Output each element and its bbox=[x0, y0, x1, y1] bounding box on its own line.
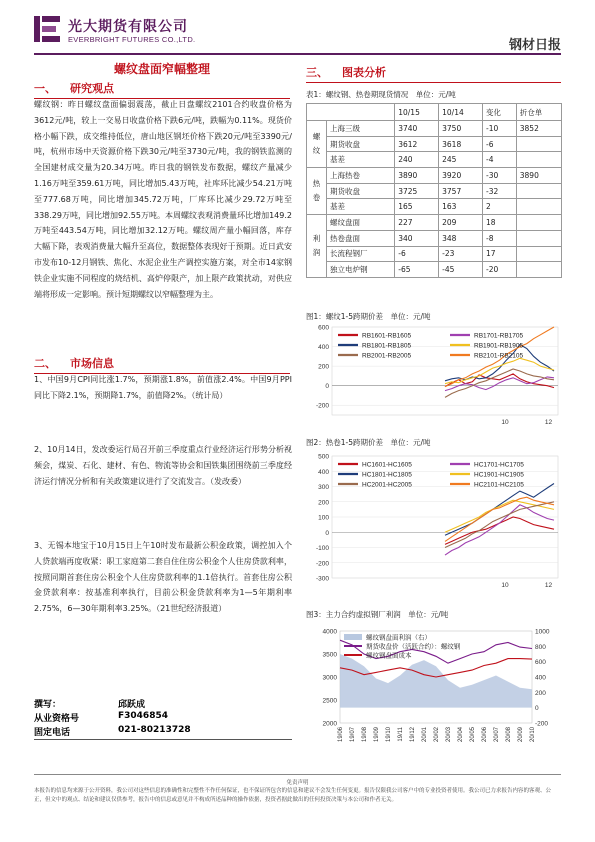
y-tick-label-right: -200 bbox=[535, 720, 549, 728]
table-cell: 3920 bbox=[439, 168, 483, 184]
table-cell: -4 bbox=[483, 152, 517, 168]
table-cell: 2 bbox=[483, 199, 517, 215]
x-tick-label: 12 bbox=[544, 419, 553, 426]
table-cell: -6 bbox=[483, 136, 517, 152]
signature-writer bbox=[34, 697, 146, 710]
y-tick-label: -100 bbox=[315, 545, 329, 552]
chart1-svg bbox=[306, 323, 562, 427]
y-tick-label-right: 200 bbox=[535, 689, 546, 697]
table-cell: 163 bbox=[439, 199, 483, 215]
table-cell: 3852 bbox=[516, 121, 561, 137]
legend-label: HC1601-HC1605 bbox=[362, 461, 412, 469]
brand-name-en: EVERBRIGHT FUTURES CO.,LTD. bbox=[68, 35, 196, 44]
research-paragraph: 螺纹钢：昨日螺纹盘面偏弱震荡，截止日盘螺纹2101合约收盘价格为3612元/吨，较上一交易日收盘价格下跌6元/吨，跌幅为0.11%。现货价格小幅下跌，成交维持低位，唐山地区钢坯价格下跌20元/吨至3390元/吨，杭州市场中天资源价格下跌30元/吨至3730元/吨，我的钢铁监测的全国建材成交量为20.34万吨。昨日我的钢铁发布数据，螺纹产量减少1.16万吨至359.61万吨，同比增加5.43万吨，社库环比减少54.21万吨至777.68万吨，同比增加345.72万吨，厂库环比减少29.72万吨至338.29万吨，同比增加92.55万吨。本周螺纹表观消费量环比增加149.2万吨至443.54万吨，同比增加32.12万吨。螺纹周产量小幅回落，库存大幅下降，表观消费量大幅升至高位，数据整体表现好于预期。近日武安市发布10-12月钢铁、焦化、水泥企业生产调控实施方案，对全市14家钢铁企业实施不同程度的烧结机、高炉停限产，加上限产政策扰动，对供应端将形成一定影响。预计短期螺纹以窄幅整理为主。 bbox=[34, 100, 292, 299]
y-tick-label: -200 bbox=[315, 560, 329, 568]
y-tick-label-left: 3000 bbox=[322, 674, 337, 682]
spot-futures-table bbox=[306, 103, 562, 278]
table-row bbox=[307, 246, 562, 262]
legend-label: HC2101-HC2105 bbox=[474, 481, 524, 489]
table-row bbox=[307, 230, 562, 246]
table-cell: -65 bbox=[395, 262, 439, 278]
table-cell: 18 bbox=[483, 215, 517, 231]
table-row bbox=[307, 183, 562, 199]
x-tick-label: 20/10 bbox=[530, 727, 536, 743]
company-logo bbox=[34, 14, 62, 44]
table-cell: -8 bbox=[483, 230, 517, 246]
table-header-cell: 变化 bbox=[483, 104, 517, 121]
table-cell: 3757 bbox=[439, 183, 483, 199]
table-cell: 3890 bbox=[395, 168, 439, 184]
chart2-caption: 图2：热卷1-5跨期价差 单位：元/吨 bbox=[306, 438, 431, 447]
chart2-svg bbox=[306, 452, 562, 590]
table-header-cell: 折仓单 bbox=[516, 104, 561, 121]
table-cell bbox=[516, 183, 561, 199]
table-cell bbox=[516, 152, 561, 168]
x-tick-label: 19/06 bbox=[338, 727, 344, 743]
x-tick-label: 12 bbox=[544, 582, 553, 589]
chart2 bbox=[306, 452, 562, 590]
table-cell: 3618 bbox=[439, 136, 483, 152]
signature-label: 从业资格号 bbox=[34, 714, 80, 724]
table-cell bbox=[516, 230, 561, 246]
chart1-caption: 图1：螺纹1-5跨期价差 单位：元/吨 bbox=[306, 312, 431, 321]
header-rule bbox=[34, 53, 561, 55]
table-cell: 245 bbox=[439, 152, 483, 168]
table-row bbox=[307, 121, 562, 137]
section-number: 二、 bbox=[34, 357, 56, 370]
legend-label: RB2001-RB2005 bbox=[362, 352, 412, 360]
chart3-svg bbox=[306, 627, 562, 767]
x-tick-label: 20/06 bbox=[482, 727, 488, 743]
signature-value: 021-80213728 bbox=[118, 725, 191, 735]
table-cell: -30 bbox=[483, 168, 517, 184]
signature-label: 撰写： bbox=[34, 700, 62, 710]
y-tick-label: 400 bbox=[318, 468, 329, 476]
table-cell bbox=[516, 246, 561, 262]
table-cell: -45 bbox=[439, 262, 483, 278]
y-tick-label-right: 1000 bbox=[535, 628, 550, 636]
section-charts-title bbox=[306, 64, 561, 83]
x-tick-label: 10 bbox=[501, 582, 509, 589]
table-cell: 340 bbox=[395, 230, 439, 246]
legend-label: RB2101-RB2105 bbox=[474, 352, 524, 360]
legend-label: RB1601-RB1605 bbox=[362, 332, 412, 340]
x-tick-label: 19/10 bbox=[386, 727, 392, 743]
table-header-cell bbox=[307, 104, 395, 121]
x-tick-label: 10 bbox=[501, 419, 509, 426]
disclaimer-text: 本报告的信息均来源于公开资料，我公司对这些信息的准确性和完整性不作任何保证，也不保证所包含的信息和建议不会发生任何变更。报告仅限我公司客户中的专业投资者使用。我公司已力求报告内容的客观、公正，但文中的观点、结论和建议仅供参考，报告中的信息或意见并不构成所述品种的操作依据，投资者据此做出的任何投资决策与本公司和作者无关。 bbox=[34, 788, 552, 803]
table-cell: 基差 bbox=[327, 152, 395, 168]
y-tick-label-left: 2000 bbox=[322, 720, 337, 728]
chart3-caption: 图3：主力合约虚拟钢厂利润 单位：元/吨 bbox=[306, 610, 449, 619]
table-cell: 3612 bbox=[395, 136, 439, 152]
table-cell: 长流程钢厂 bbox=[327, 246, 395, 262]
signature-cert bbox=[34, 711, 168, 724]
legend-label: 螺纹钢盘面成本 bbox=[366, 652, 412, 660]
table-cell: 17 bbox=[483, 246, 517, 262]
footer-rule bbox=[34, 774, 561, 775]
y-tick-label-left: 2500 bbox=[322, 697, 337, 705]
x-tick-label: 20/01 bbox=[422, 727, 428, 743]
table-cell: -23 bbox=[439, 246, 483, 262]
table-group-cell: 螺 纹 bbox=[307, 121, 327, 168]
legend-label: HC1901-HC1905 bbox=[474, 471, 524, 479]
legend-label: RB1801-RB1805 bbox=[362, 342, 412, 350]
table-row bbox=[307, 136, 562, 152]
table-cell: 3750 bbox=[439, 121, 483, 137]
table-cell bbox=[516, 136, 561, 152]
table-cell: 3725 bbox=[395, 183, 439, 199]
table-header-cell: 10/14 bbox=[439, 104, 483, 121]
table1-caption: 表1：螺纹钢、热卷期现货情况 单位：元/吨 bbox=[306, 90, 456, 99]
section-label: 市场信息 bbox=[70, 357, 114, 370]
y-tick-label: -200 bbox=[315, 402, 329, 410]
y-tick-label-right: 800 bbox=[535, 643, 546, 651]
market-info-3: 3、无锡本地宝于10月15日上午10时发布最新公积金政策，调控加入个人贷款端再度收紧：职工家庭第二套自住住房公积金个人住房贷款利率，按照同期首套住房公积金个人住房贷款利率的1.1倍执行。首套住房公积金贷款利率：按基准利率执行，目前公积金贷款利率为1—5年期利率2.75%，6—30年期利率3.25%。（21世纪经济报道） bbox=[34, 541, 292, 614]
x-tick-label: 20/08 bbox=[506, 727, 512, 743]
y-tick-label: 0 bbox=[325, 383, 329, 391]
table-cell: 165 bbox=[395, 199, 439, 215]
table-cell: 209 bbox=[439, 215, 483, 231]
table-cell: 348 bbox=[439, 230, 483, 246]
section-number: 三、 bbox=[306, 66, 328, 79]
legend-label: 期货收盘价（活跃合约）：螺纹钢 bbox=[366, 643, 461, 651]
y-tick-label: 200 bbox=[318, 499, 329, 507]
plot-area bbox=[332, 327, 558, 415]
signature-phone bbox=[34, 725, 191, 738]
brand-name-cn: 光大期货有限公司 bbox=[68, 19, 188, 35]
table-header-cell: 10/15 bbox=[395, 104, 439, 121]
y-tick-label: 600 bbox=[318, 324, 329, 332]
x-tick-label: 20/05 bbox=[470, 727, 476, 743]
x-tick-label: 20/03 bbox=[446, 727, 452, 743]
table-row bbox=[307, 152, 562, 168]
table-cell: 上海三级 bbox=[327, 121, 395, 137]
x-tick-label: 19/07 bbox=[350, 727, 356, 743]
table-cell: 热卷盘面 bbox=[327, 230, 395, 246]
table-cell: 期货收盘 bbox=[327, 183, 395, 199]
legend-label: HC1801-HC1805 bbox=[362, 471, 412, 479]
legend-label: HC2001-HC2005 bbox=[362, 481, 412, 489]
table-cell: -20 bbox=[483, 262, 517, 278]
table-cell: 独立电炉钢 bbox=[327, 262, 395, 278]
y-tick-label: -300 bbox=[315, 575, 329, 583]
signature-value: F3046854 bbox=[118, 711, 168, 721]
y-tick-label: 100 bbox=[318, 514, 329, 522]
table-row bbox=[307, 199, 562, 215]
table-cell: 3890 bbox=[516, 168, 561, 184]
section-label: 图表分析 bbox=[342, 66, 386, 79]
table-header-row bbox=[307, 104, 562, 121]
legend-label: RB1901-RB1905 bbox=[474, 342, 524, 350]
table-cell: 240 bbox=[395, 152, 439, 168]
y-tick-label-right: 0 bbox=[535, 705, 539, 713]
x-tick-label: 20/02 bbox=[434, 727, 440, 743]
table-cell: -6 bbox=[395, 246, 439, 262]
signature-value: 邱跃成 bbox=[118, 700, 146, 710]
table-group-cell: 利 润 bbox=[307, 215, 327, 278]
table-row bbox=[307, 168, 562, 184]
table-cell bbox=[516, 215, 561, 231]
y-tick-label: 300 bbox=[318, 484, 329, 491]
disclaimer-title: 免责声明 bbox=[286, 780, 309, 786]
signature-label: 固定电话 bbox=[34, 728, 71, 738]
table-cell: 上海热卷 bbox=[327, 168, 395, 184]
main-title: 螺纹盘面窄幅整理 bbox=[113, 62, 210, 76]
table-cell bbox=[516, 199, 561, 215]
table-cell: 基差 bbox=[327, 199, 395, 215]
legend-label: RB1701-RB1705 bbox=[474, 332, 524, 340]
y-tick-label: 500 bbox=[318, 453, 329, 461]
x-tick-label: 20/09 bbox=[518, 727, 524, 743]
x-tick-label: 19/08 bbox=[362, 727, 368, 743]
table-cell: 3740 bbox=[395, 121, 439, 137]
table-cell: -32 bbox=[483, 183, 517, 199]
section-number: 一、 bbox=[34, 82, 56, 95]
table-cell: 期货收盘 bbox=[327, 136, 395, 152]
y-tick-label-right: 600 bbox=[535, 659, 546, 667]
x-tick-label: 19/11 bbox=[398, 727, 404, 742]
section-label: 研究观点 bbox=[70, 82, 114, 95]
chart1 bbox=[306, 323, 562, 427]
table-cell: 螺纹盘面 bbox=[327, 215, 395, 231]
table-cell bbox=[516, 262, 561, 278]
report-title: 钢材日报 bbox=[508, 38, 561, 53]
table-row bbox=[307, 215, 562, 231]
table-cell: -10 bbox=[483, 121, 517, 137]
y-tick-label: 0 bbox=[325, 529, 329, 537]
x-tick-label: 19/12 bbox=[410, 727, 416, 743]
x-tick-label: 20/07 bbox=[494, 727, 500, 743]
legend-label: HC1701-HC1705 bbox=[474, 461, 524, 469]
y-tick-label-right: 400 bbox=[535, 674, 546, 682]
y-tick-label: 400 bbox=[318, 344, 329, 352]
y-tick-label-left: 4000 bbox=[322, 628, 337, 636]
legend-label: 螺纹钢盘面利润（右） bbox=[366, 634, 431, 642]
x-tick-label: 19/09 bbox=[374, 727, 380, 743]
y-tick-label: 200 bbox=[318, 363, 329, 371]
y-tick-label-left: 3500 bbox=[322, 651, 337, 659]
market-info-1: 1、中国9月CPI同比涨1.7%，预期涨1.8%，前值涨2.4%。中国9月PPI同比下降2.1%，预期降1.7%，前值降2%。（统计局） bbox=[34, 375, 292, 400]
table-row bbox=[307, 262, 562, 278]
legend-swatch bbox=[344, 634, 362, 640]
chart3 bbox=[306, 627, 562, 767]
table-group-cell: 热 卷 bbox=[307, 168, 327, 215]
table-cell: 227 bbox=[395, 215, 439, 231]
x-tick-label: 20/04 bbox=[458, 727, 464, 743]
market-info-2: 2、10月14日，发改委运行局召开前三季度重点行业经济运行形势分析视频会，煤炭、石化、建材、有色、物流等协会和国铁集团围绕前三季度经济运行情况分析和有关政策建议进行了交流发言。（发改委） bbox=[34, 445, 292, 486]
signature-rule bbox=[34, 739, 292, 740]
